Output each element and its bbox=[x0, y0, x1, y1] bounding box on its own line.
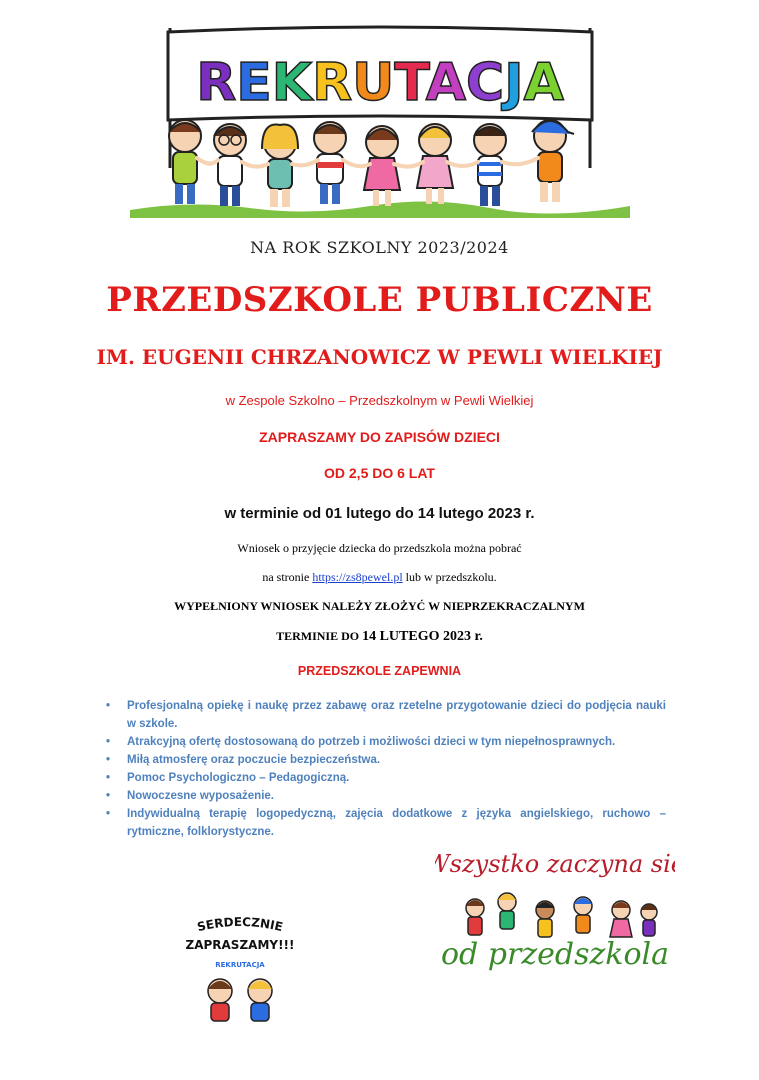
enrollment-term: w terminie od 01 lutego do 14 lutego 2023 r. bbox=[224, 505, 535, 522]
banner-letter: U bbox=[352, 53, 395, 113]
banner-letter: T bbox=[394, 53, 426, 113]
bullet-icon: • bbox=[106, 790, 111, 802]
children-holding-hands-illustration bbox=[169, 120, 574, 207]
banner-letter: E bbox=[236, 53, 272, 113]
recruitment-banner-illustration bbox=[130, 18, 630, 218]
page-title: PRZEDSZKOLE PUBLICZNE bbox=[106, 280, 653, 320]
download-prefix: na stronie bbox=[262, 570, 310, 584]
bullet-icon: • bbox=[106, 772, 111, 784]
kids-playing-icon bbox=[466, 893, 657, 937]
feature-text: Miłą atmosferę oraz poczucie bezpieczeństwa. bbox=[127, 754, 381, 766]
slogan-line-2: od przedszkola bbox=[440, 937, 670, 972]
deadline-notice: WYPEŁNIONY WNIOSEK NALEŻY ZŁOŻYĆ W NIEPRZEKRACZALNYM bbox=[174, 599, 585, 613]
deadline-date: 14 LUTEGO 2023 r. bbox=[362, 629, 483, 644]
feature-text: Atrakcyjną ofertę dostosowaną do potrzeb i możliwości dzieci w tym niepełnosprawnych. bbox=[127, 736, 616, 748]
banner-letter: J bbox=[504, 53, 524, 113]
features-list bbox=[106, 697, 666, 841]
school-patron-name: IM. EUGENII CHRZANOWICZ W PEWLI WIELKIEJ bbox=[96, 345, 663, 369]
banner-letter: K bbox=[271, 53, 313, 113]
list-item bbox=[106, 697, 666, 733]
school-year: NA ROK SZKOLNY 2023/2024 bbox=[250, 238, 509, 257]
recruitment-banner bbox=[130, 18, 630, 218]
banner-title bbox=[196, 53, 564, 113]
welcome-logo bbox=[165, 915, 315, 1025]
mini-recruitment-label: REKRUTACJA bbox=[215, 961, 265, 969]
banner-letter: A bbox=[425, 53, 467, 113]
feature-text: Nowoczesne wyposażenie. bbox=[127, 790, 274, 802]
banner-letter: R bbox=[196, 53, 237, 113]
preschool-slogan-logo bbox=[435, 840, 675, 980]
enrollment-invite: ZAPRASZAMY DO ZAPISÓW DZIECI bbox=[259, 429, 500, 445]
features-heading: PRZEDSZKOLE ZAPEWNIA bbox=[297, 664, 462, 678]
bullet-icon: • bbox=[106, 736, 111, 748]
banner-letter: C bbox=[466, 53, 505, 113]
slogan-line-1: Wszystko zaczyna się bbox=[435, 850, 675, 878]
two-kids-icon bbox=[208, 979, 272, 1021]
list-item bbox=[106, 733, 666, 751]
preschool-slogan-graphic bbox=[435, 840, 675, 980]
bullet-icon: • bbox=[106, 754, 111, 766]
welcome-line-2: ZAPRASZAMY!!! bbox=[185, 938, 295, 952]
download-suffix: lub w przedszkolu. bbox=[405, 570, 497, 584]
list-item bbox=[106, 769, 666, 787]
school-website-link[interactable]: https://zs8pewel.pl bbox=[312, 570, 403, 584]
application-download-line bbox=[0, 570, 759, 585]
feature-text: Indywidualną terapię logopedyczną, zajęcia dodatkowe z języka angielskiego, ruchowo – rytmiczne, folklorystyczne. bbox=[127, 808, 666, 838]
list-item bbox=[106, 751, 666, 769]
deadline-prefix: TERMINIE DO bbox=[276, 629, 360, 643]
application-info: Wniosek o przyjęcie dziecka do przedszkola można pobrać bbox=[237, 541, 522, 555]
feature-text: Pomoc Psychologiczno – Pedagogiczną. bbox=[127, 772, 350, 784]
bullet-icon: • bbox=[106, 808, 111, 820]
age-range: OD 2,5 DO 6 LAT bbox=[324, 465, 435, 481]
list-item bbox=[106, 805, 666, 841]
school-location: w Zespole Szkolno – Przedszkolnym w Pewli Wielkiej bbox=[225, 393, 534, 408]
banner-letter: R bbox=[312, 53, 353, 113]
bullet-icon: • bbox=[106, 700, 111, 712]
list-item bbox=[106, 787, 666, 805]
banner-letter: A bbox=[523, 53, 564, 113]
welcome-graphic bbox=[165, 915, 315, 1025]
welcome-line-1: SERDECZNIE bbox=[195, 915, 285, 935]
deadline-date-line bbox=[0, 629, 759, 645]
feature-text: Profesjonalną opiekę i naukę przez zabawę oraz rzetelne przygotowanie dzieci do podjęcia nauki w szkole. bbox=[127, 700, 666, 730]
